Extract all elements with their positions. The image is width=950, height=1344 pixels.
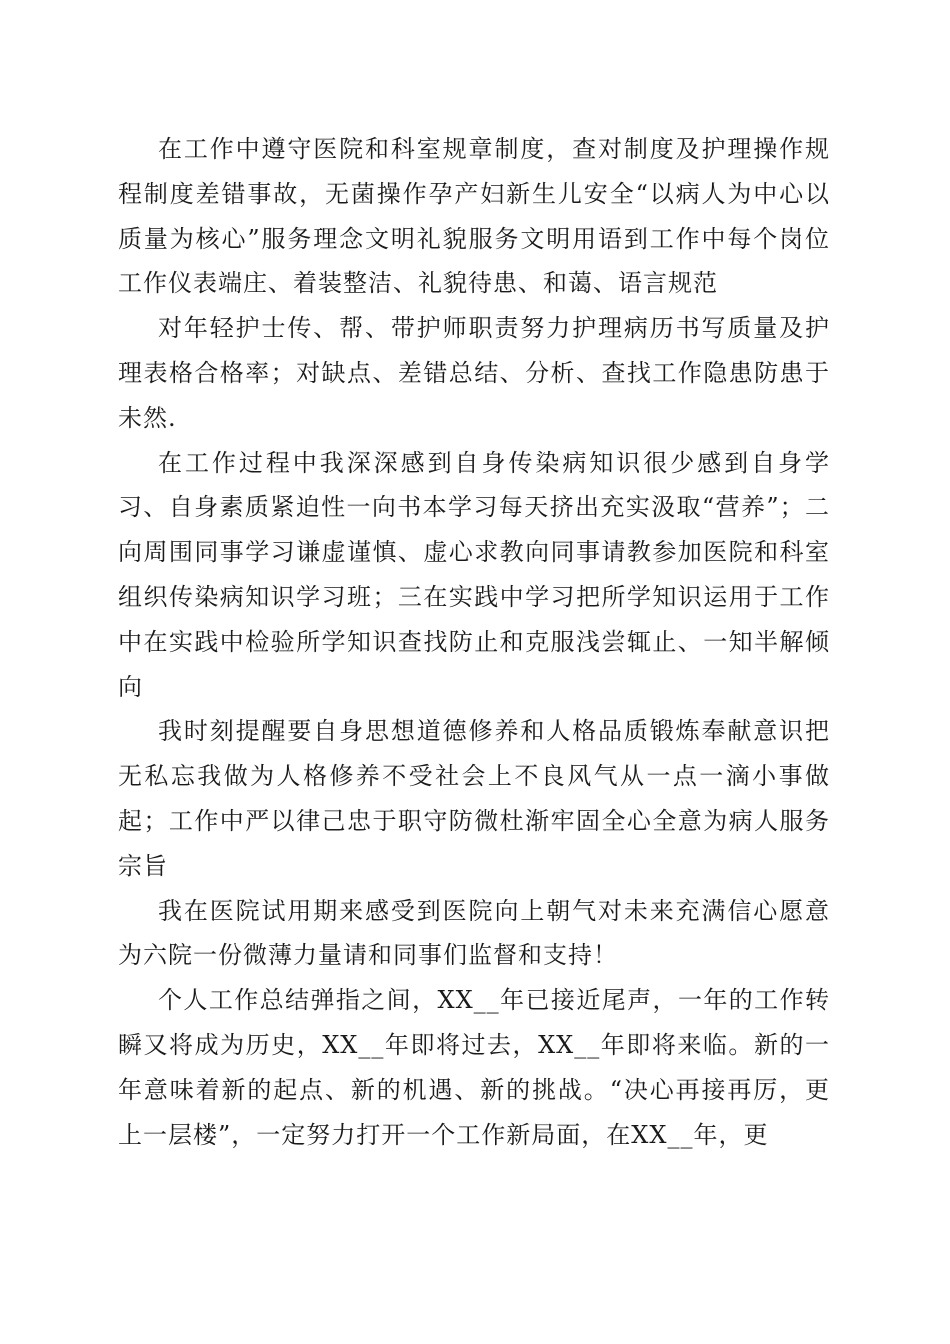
paragraph-4: 我时刻提醒要自身思想道德修养和人格品质锻炼奉献意识把无私忘我做为人格修养不受社会上不良风气从一点一滴小事做起；工作中严以律己忠于职守防微杜渐牢固全心全意为病人服务宗旨 bbox=[118, 717, 830, 880]
document-body bbox=[118, 127, 830, 1157]
paragraph-3: 在工作过程中我深深感到自身传染病知识很少感到自身学习、自身素质紧迫性一向书本学习每天挤出充实汲取“营养”；二向周围同事学习谦虚谨慎、虚心求教向同事请教参加医院和科室组织传染病知识学习班；三在实践中学习把所学知识运用于工作中在实践中检验所学知识查找防止和克服浅尝辄止、一知半解倾向 bbox=[118, 448, 830, 701]
paragraph-1: 在工作中遵守医院和科室规章制度，查对制度及护理操作规程制度差错事故，无菌操作孕产妇新生儿安全“以病人为中心以质量为核心”服务理念文明礼貌服务文明用语到工作中每个岗位工作仪表端庄、着装整洁、礼貌待患、和蔼、语言规范 bbox=[118, 135, 830, 298]
paragraph-6: 个人工作总结弹指之间，XX__年已接近尾声，一年的工作转瞬又将成为历史，XX__年即将过去，XX__年即将来临。新的一年意味着新的起点、新的机遇、新的挑战。“决心再接再厉，更上一层楼”，一定努力打开一个工作新局面，在XX__年，更 bbox=[118, 986, 830, 1149]
paragraph-2: 对年轻护士传、帮、带护师职责努力护理病历书写质量及护理表格合格率；对缺点、差错总结、分析、查找工作隐患防患于未然. bbox=[118, 314, 830, 432]
paragraph-5: 我在医院试用期来感受到医院向上朝气对未来充满信心愿意为六院一份微薄力量请和同事们监督和支持！ bbox=[118, 896, 830, 970]
